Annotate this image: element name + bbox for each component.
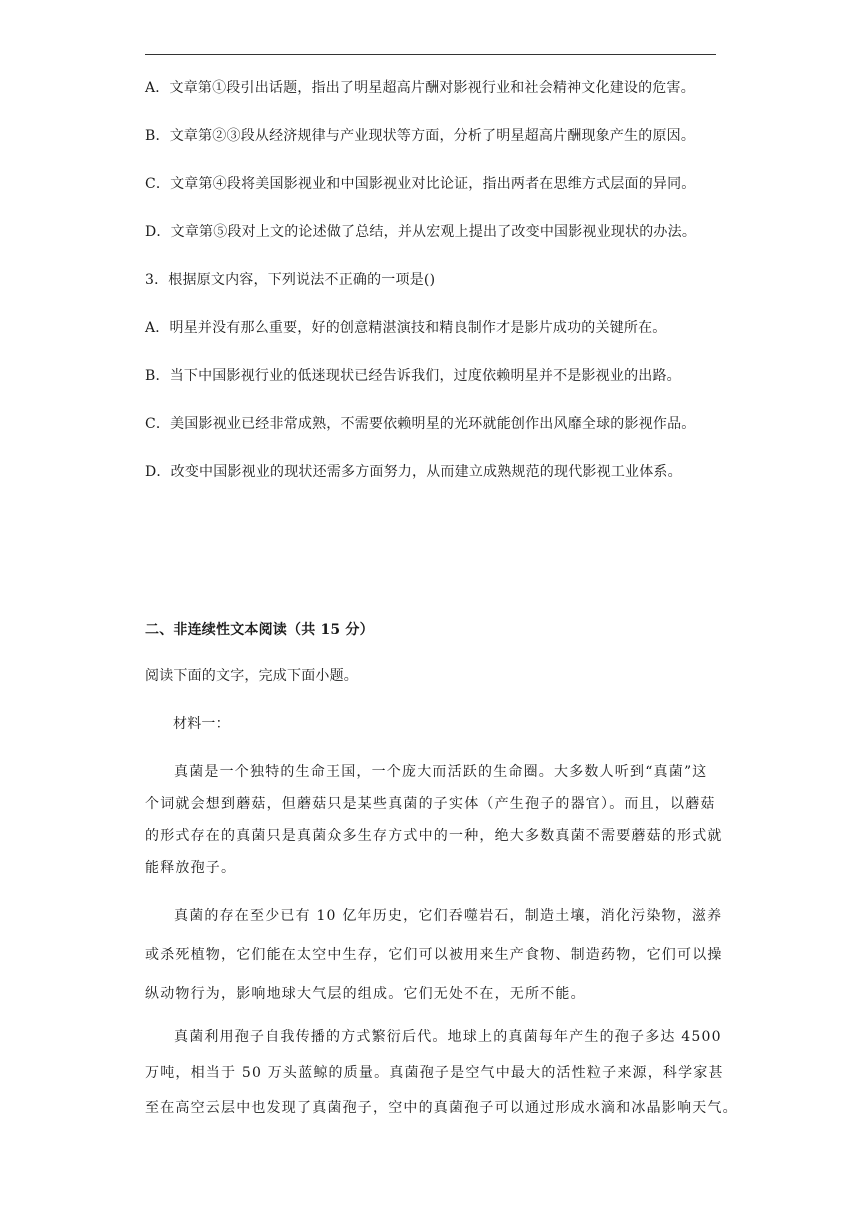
reading-instruction: 阅读下面的文字，完成下面小题。 <box>145 668 358 684</box>
paragraph-3-line-3: 至在高空云层中也发现了真菌孢子，空中的真菌孢子可以通过形成水滴和冰晶影响天气。 <box>145 1100 738 1116</box>
paragraph-1-line-3: 的形式存在的真菌只是真菌众多生存方式中的一种，绝大多数真菌不需要蘑菇的形式就 <box>145 828 723 844</box>
paragraph-2-line-1: 真菌的存在至少已有 10 亿年历史，它们吞噬岩石，制造土壤，消化污染物，滋养 <box>174 908 723 924</box>
paragraph-1-line-4: 能释放孢子。 <box>145 860 237 876</box>
q3-option-b: B．当下中国影视行业的低迷现状已经告诉我们，过度依赖明星并不是影视业的出路。 <box>145 368 681 384</box>
q2-option-c: C．文章第④段将美国影视业和中国影视业对比论证，指出两者在思维方式层面的异同。 <box>145 176 696 192</box>
q2-option-d: D．文章第⑤段对上文的论述做了总结，并从宏观上提出了改变中国影视业现状的办法。 <box>145 224 697 240</box>
q2-option-b: B．文章第②③段从经济规律与产业现状等方面，分析了明星超高片酬现象产生的原因。 <box>145 128 696 144</box>
q3-option-a: A．明星并没有那么重要，好的创意精湛演技和精良制作才是影片成功的关键所在。 <box>145 320 667 336</box>
q2-option-a: A．文章第①段引出话题，指出了明星超高片酬对影视行业和社会精神文化建设的危害。 <box>145 80 695 96</box>
paragraph-2-line-2: 或杀死植物，它们能在太空中生存，它们可以被用来生产食物、制造药物，它们可以操 <box>145 947 723 963</box>
question-3: 3．根据原文内容，下列说法不正确的一项是() <box>145 272 436 288</box>
material-label: 材料一： <box>173 716 230 732</box>
paragraph-1-line-1: 真菌是一个独特的生命王国，一个庞大而活跃的生命圈。大多数人听到“真菌”这 <box>174 764 708 780</box>
section-heading: 二、非连续性文本阅读（共 15 分） <box>145 622 374 638</box>
paragraph-3-line-1: 真菌利用孢子自我传播的方式繁衍后代。地球上的真菌每年产生的孢子多达 4500 <box>174 1029 722 1045</box>
q3-option-d: D．改变中国影视业的现状还需多方面努力，从而建立成熟规范的现代影视工业体系。 <box>145 464 682 480</box>
paragraph-3-line-2: 万吨，相当于 50 万头蓝鲸的质量。真菌孢子是空气中最大的活性粒子来源，科学家甚 <box>145 1065 724 1081</box>
header-rule <box>145 54 716 55</box>
paragraph-2-line-3: 纵动物行为，影响地球大气层的组成。它们无处不在，无所不能。 <box>145 986 586 1002</box>
paragraph-1-line-2: 个词就会想到蘑菇，但蘑菇只是某些真菌的子实体（产生孢子的器官）。而且，以蘑菇 <box>145 796 716 812</box>
q3-option-c: C．美国影视业已经非常成熟，不需要依赖明星的光环就能创作出风靡全球的影视作品。 <box>145 416 696 432</box>
